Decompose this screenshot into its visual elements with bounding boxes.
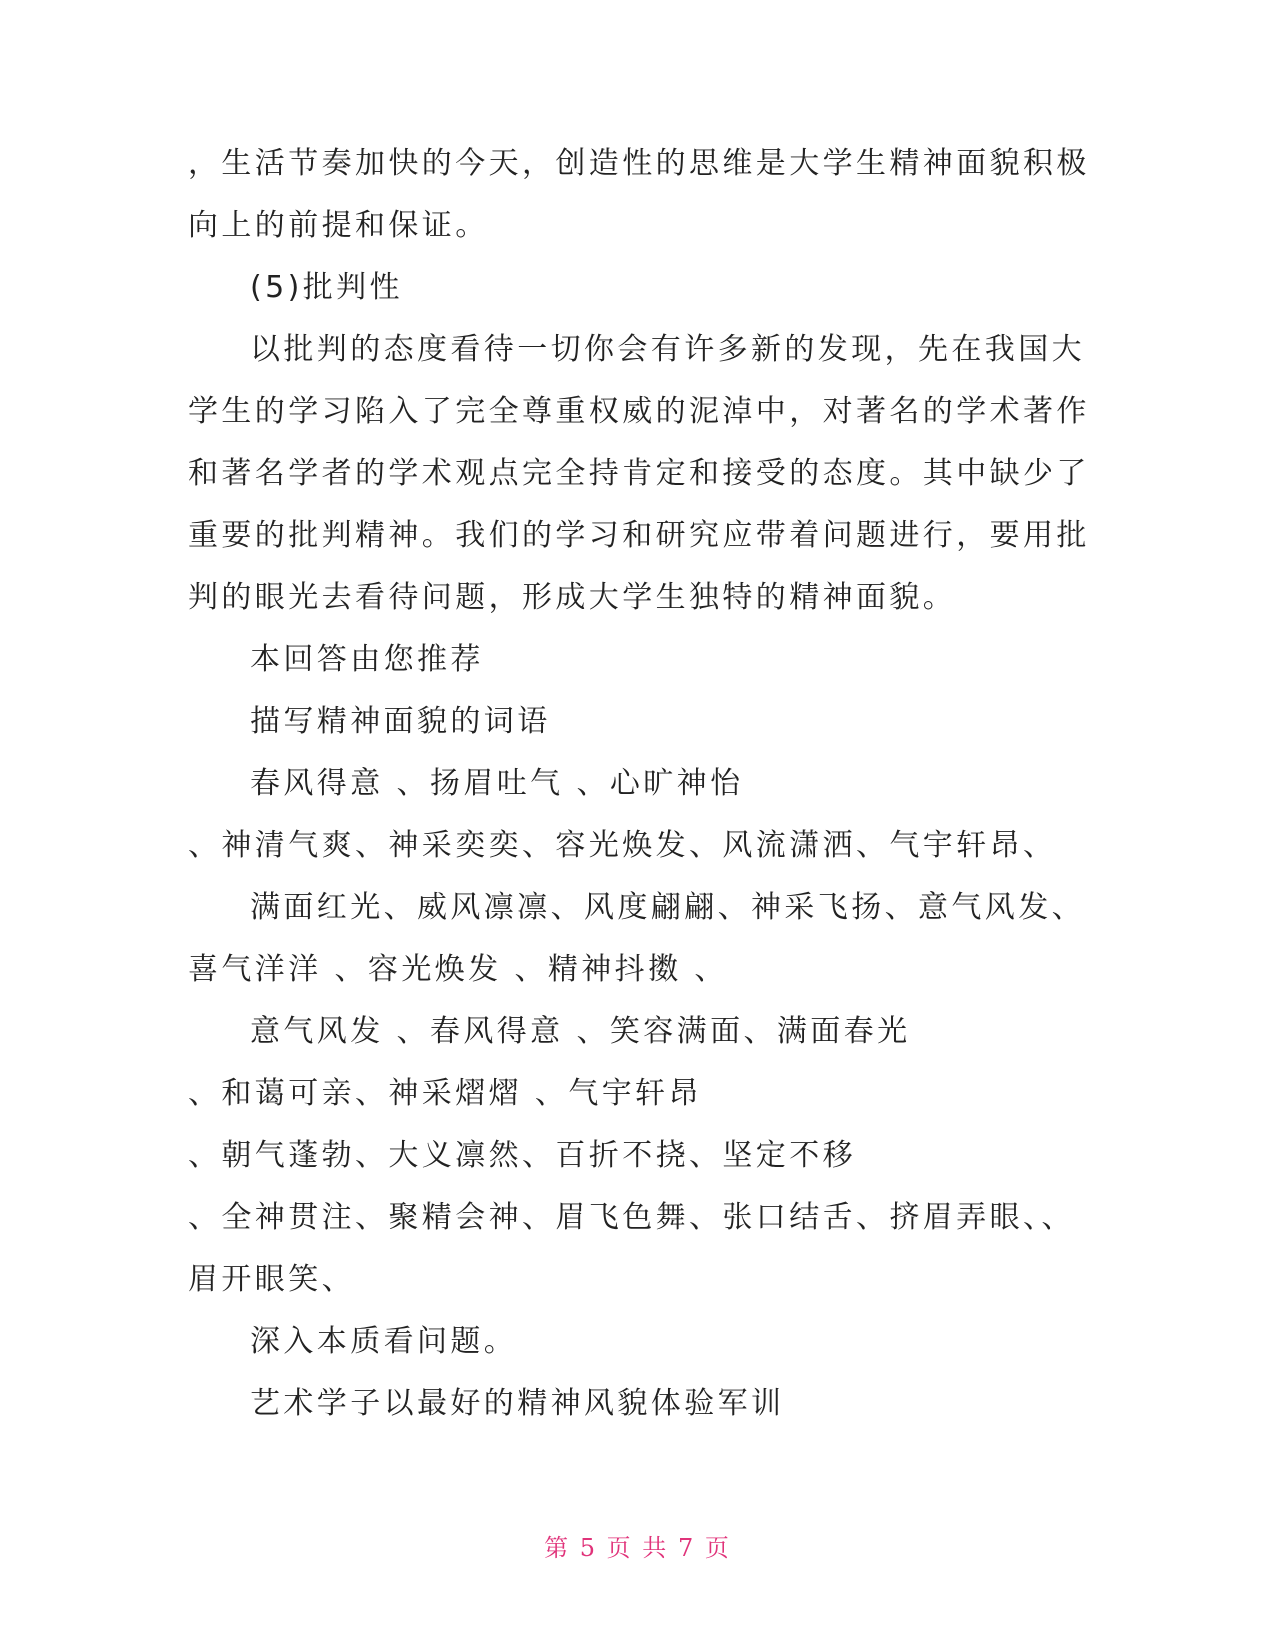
text-line-4: 以批判的态度看待一切你会有许多新的发现，先在我国大 — [250, 332, 1085, 367]
text-line-10: 描写精神面貌的词语 — [250, 704, 551, 739]
text-line-9: 本回答由您推荐 — [250, 642, 484, 677]
text-line-15: 意气风发 、春风得意 、笑容满面、满面春光 — [250, 1014, 911, 1049]
current-page-number: 5 — [579, 1534, 598, 1562]
footer-suffix: 页 — [704, 1534, 731, 1562]
text-line-12: 、神清气爽、神采奕奕、容光焕发、风流潇洒、气宇轩昂、 — [188, 828, 1057, 863]
text-line-7: 重要的批判精神。我们的学习和研究应带着问题进行，要用批 — [188, 518, 1090, 553]
text-line-8: 判的眼光去看待问题，形成大学生独特的精神面貌。 — [188, 580, 957, 615]
text-line-1: ，生活节奏加快的今天，创造性的思维是大学生精神面貌积极 — [188, 146, 1090, 181]
text-line-13: 满面红光、威风凛凛、风度翩翩、神采飞扬、意气风发、 — [250, 890, 1085, 925]
text-line-21: 艺术学子以最好的精神风貌体验军训 — [250, 1386, 785, 1421]
page-footer — [0, 1528, 1275, 1563]
text-line-2: 向上的前提和保证。 — [188, 208, 489, 243]
text-line-18: 、全神贯注、聚精会神、眉飞色舞、张口结舌、挤眉弄眼、、 — [188, 1200, 1075, 1235]
text-line-20: 深入本质看问题。 — [250, 1324, 518, 1359]
text-line-16: 、和蔼可亲、神采熠熠 、气宇轩昂 — [188, 1076, 702, 1111]
text-line-6: 和著名学者的学术观点完全持肯定和接受的态度。其中缺少了 — [188, 456, 1090, 491]
footer-prefix: 第 — [544, 1534, 571, 1562]
total-page-count: 7 — [677, 1534, 696, 1562]
section-heading: (5)批判性 — [250, 270, 403, 305]
text-line-19: 眉开眼笑、 — [188, 1262, 355, 1297]
text-line-11: 春风得意 、扬眉吐气 、心旷神怡 — [250, 766, 744, 801]
footer-middle: 页 共 — [606, 1534, 669, 1562]
text-line-17: 、朝气蓬勃、大义凛然、百折不挠、坚定不移 — [188, 1138, 856, 1173]
text-line-5: 学生的学习陷入了完全尊重权威的泥淖中，对著名的学术著作 — [188, 394, 1090, 429]
text-line-14: 喜气洋洋 、容光焕发 、精神抖擞 、 — [188, 952, 728, 987]
